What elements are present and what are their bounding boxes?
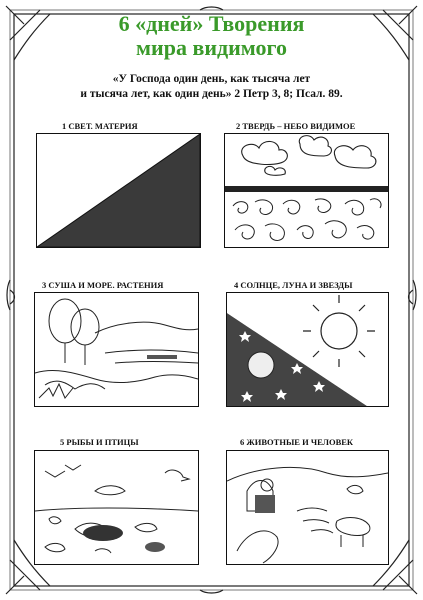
day1-caption: 1 СВЕТ. МАТЕРИЯ — [62, 121, 138, 131]
page-title-line1: 6 «дней» Творения — [118, 11, 305, 36]
day5-illustration — [34, 450, 199, 565]
day2-illustration — [224, 133, 389, 248]
day4-caption: 4 СОЛНЦЕ, ЛУНА И ЗВЕЗДЫ — [234, 280, 353, 290]
day1-illustration — [36, 133, 201, 248]
day6-caption: 6 ЖИВОТНЫЕ И ЧЕЛОВЕК — [240, 437, 354, 447]
scripture-quote-line1: «У Господа один день, как тысяча лет — [112, 73, 311, 85]
day3-illustration — [34, 292, 199, 407]
day2-caption: 2 ТВЕРДЬ – НЕБО ВИДИМОЕ — [236, 121, 356, 131]
page-title-line2: мира видимого — [136, 35, 287, 60]
day3-caption: 3 СУША И МОРЕ. РАСТЕНИЯ — [42, 280, 164, 290]
day6-illustration — [226, 450, 389, 565]
day4-illustration — [226, 292, 389, 407]
day5-caption: 5 РЫБЫ И ПТИЦЫ — [60, 437, 139, 447]
scripture-quote-line2: и тысяча лет, как один день» 2 Петр 3, 8; Псал. 89. — [80, 88, 343, 100]
